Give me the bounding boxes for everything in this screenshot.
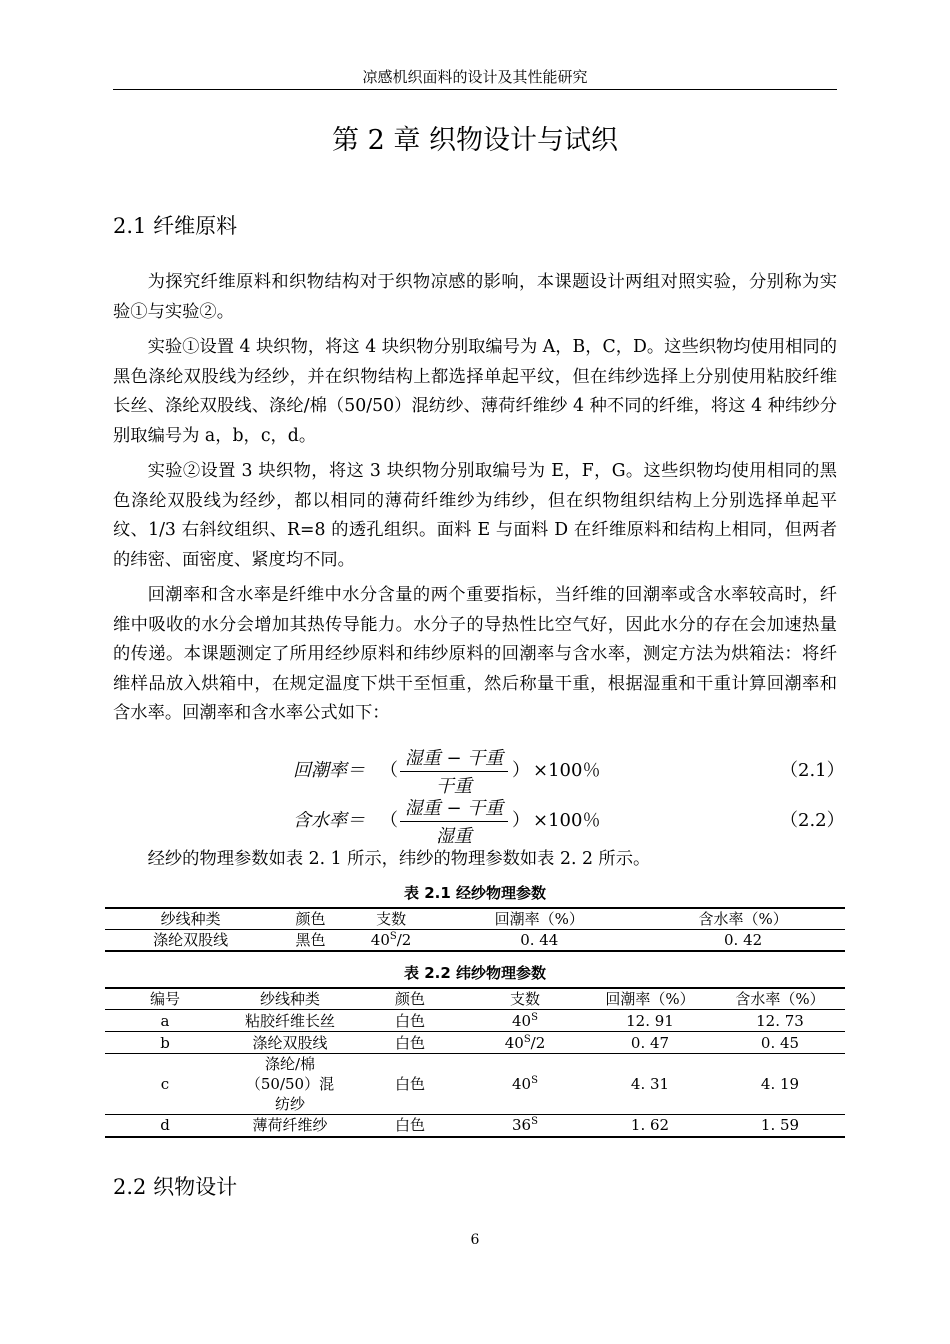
paren: （ [380,810,398,831]
section-heading-2-1: 2.1 纤维原料 [113,214,238,238]
count-sup: S [389,931,397,942]
paragraph: 回潮率和含水率是纤维中水分含量的两个重要指标，当纤维的回潮率或含水率较高时，纤维中吸收的水分会增加其热传导能力。水分子的导热性比空气好，因此水分的存在会加速热量的传递。本课题测定了所用经纱原料和纬纱原料的回潮率与含水率，测定方法为烘箱法：将纤维样品放入烘箱中，在规定温度下烘干至恒重，然后称量干重，根据湿重和干重计算回潮率和含水率。回潮率和含水率公式如下： [113,585,837,723]
cell: c [160,1075,170,1093]
header-rule [113,89,837,90]
cell: 薄荷纤维纱 [252,1116,328,1135]
cell: 白色 [394,1116,425,1135]
count-suffix: /2 [396,931,412,949]
count-sup: S [531,1011,538,1023]
cell: 12. 91 [626,1011,674,1030]
cell: 12. 73 [756,1011,804,1030]
column-header: 颜色 [394,990,425,1008]
weft-yarn-table [105,987,845,1138]
cell: 白色 [394,1011,425,1030]
fraction [400,744,508,798]
column-header: 支数 [376,910,407,928]
formula-2-2 [0,794,950,847]
column-header: 颜色 [295,910,326,928]
formula-2-1 [0,744,950,797]
cell: 0. 47 [630,1033,670,1052]
cell: 涤纶双股线 [153,931,229,949]
cell: 粘胶纤维长丝 [244,1011,335,1030]
cell: 4. 31 [630,1075,670,1093]
cell: 4. 19 [760,1075,800,1093]
page-number: 6 [470,1232,480,1248]
column-header: 编号 [149,990,180,1008]
cell: 0. 42 [724,931,763,949]
count: 40 [512,1075,532,1093]
count-suffix: /2 [530,1033,546,1052]
denominator: 干重 [436,776,472,797]
column-header: 含水率（%） [735,990,825,1008]
numerator: 湿重 − 干重 [400,794,508,822]
body-text [113,845,837,881]
running-header: 凉感机织面料的设计及其性能研究 [362,68,588,86]
cell: 白色 [394,1075,425,1093]
count: 36 [512,1116,532,1135]
paragraph: 为探究纤维原料和织物结构对于织物凉感的影响，本课题设计两组对照实验，分别称为实验①与实验②。 [113,272,837,322]
table-caption: 表 2.2 纬纱物理参数 [403,964,547,982]
cell: 白色 [394,1033,425,1052]
cell-line: （50/50）混 [245,1075,335,1093]
warp-yarn-table [105,907,845,952]
cell: d [160,1116,170,1135]
table-row [105,1054,845,1115]
paragraph: 实验①设置 4 块织物，将这 4 块织物分别取编号为 A，B，C，D。这些织物均使用相同的黑色涤纶双股线为经纱，并在织物结构上都选择单起平纹，但在纬纱选择上分别使用粘胶纤维长丝、涤纶双股线、涤纶/棉（50/50）混纺纱、薄荷纤维纱 4 种不同的纤维，将这 4 种纬纱分别取编号为 a，b，c，d。 [113,337,837,446]
paren: ） [512,810,530,831]
count: 40 [504,1033,524,1052]
cell: 0. 45 [760,1033,800,1052]
table-row [105,1032,845,1054]
cell: 0. 44 [520,931,559,949]
cell: 黑色 [295,931,326,949]
table-row [105,930,845,952]
fraction [400,794,508,848]
count-sup: S [523,1033,531,1045]
cell [465,1054,585,1115]
chapter-title: 第 2 章 织物设计与试织 [332,125,618,156]
cell [345,930,438,952]
column-header: 支数 [509,990,540,1008]
column-header: 回潮率（%） [494,910,584,928]
cell: 涤纶双股线 [252,1033,328,1052]
cell-line: 涤纶/棉 [264,1055,316,1073]
column-header: 纱线种类 [259,990,320,1008]
table-row [105,1010,845,1032]
formula-lhs: 回潮率＝ [293,760,365,781]
count: 40 [512,1011,532,1030]
formula-lhs: 含水率＝ [293,810,365,831]
column-header: 回潮率（%） [605,990,695,1008]
cell: b [160,1033,170,1052]
column-header: 含水率（%） [698,910,788,928]
table-caption: 表 2.1 经纱物理参数 [403,884,547,902]
count-sup: S [531,1116,538,1128]
body-text [113,268,837,735]
equation-number: （2.1） [780,760,845,781]
cell [465,1032,585,1054]
paragraph: 经纱的物理参数如表 2. 1 所示，纬纱的物理参数如表 2. 2 所示。 [147,849,651,869]
numerator: 湿重 − 干重 [400,744,508,772]
cell [465,1010,585,1032]
paren: ） [512,760,530,781]
cell-line: 纺纱 [274,1095,305,1113]
table-row [105,1115,845,1137]
paren: （ [380,760,398,781]
cell: 1. 59 [760,1116,800,1135]
cell [225,1054,355,1115]
count: 40 [370,931,390,949]
multiplier: ×100％ [533,760,601,781]
equation-number: （2.2） [780,810,845,831]
count-sup: S [531,1075,538,1086]
section-heading-2-2: 2.2 织物设计 [113,1175,238,1199]
multiplier: ×100％ [533,810,601,831]
cell [465,1115,585,1137]
paragraph: 实验②设置 3 块织物，将这 3 块织物分别取编号为 E，F，G。这些织物均使用相同的黑色涤纶双股线为经纱，都以相同的薄荷纤维纱为纬纱，但在织物组织结构上分别选择单起平纹、1/3 右斜纹组织、R=8 的透孔组织。面料 E 与面料 D 在纤维原料和结构上相同，但两者的纬密、面密度、紧度均不同。 [113,461,837,570]
cell: 1. 62 [630,1116,670,1135]
column-header: 纱线种类 [160,910,221,928]
cell: a [160,1011,170,1030]
denominator: 湿重 [436,826,472,847]
